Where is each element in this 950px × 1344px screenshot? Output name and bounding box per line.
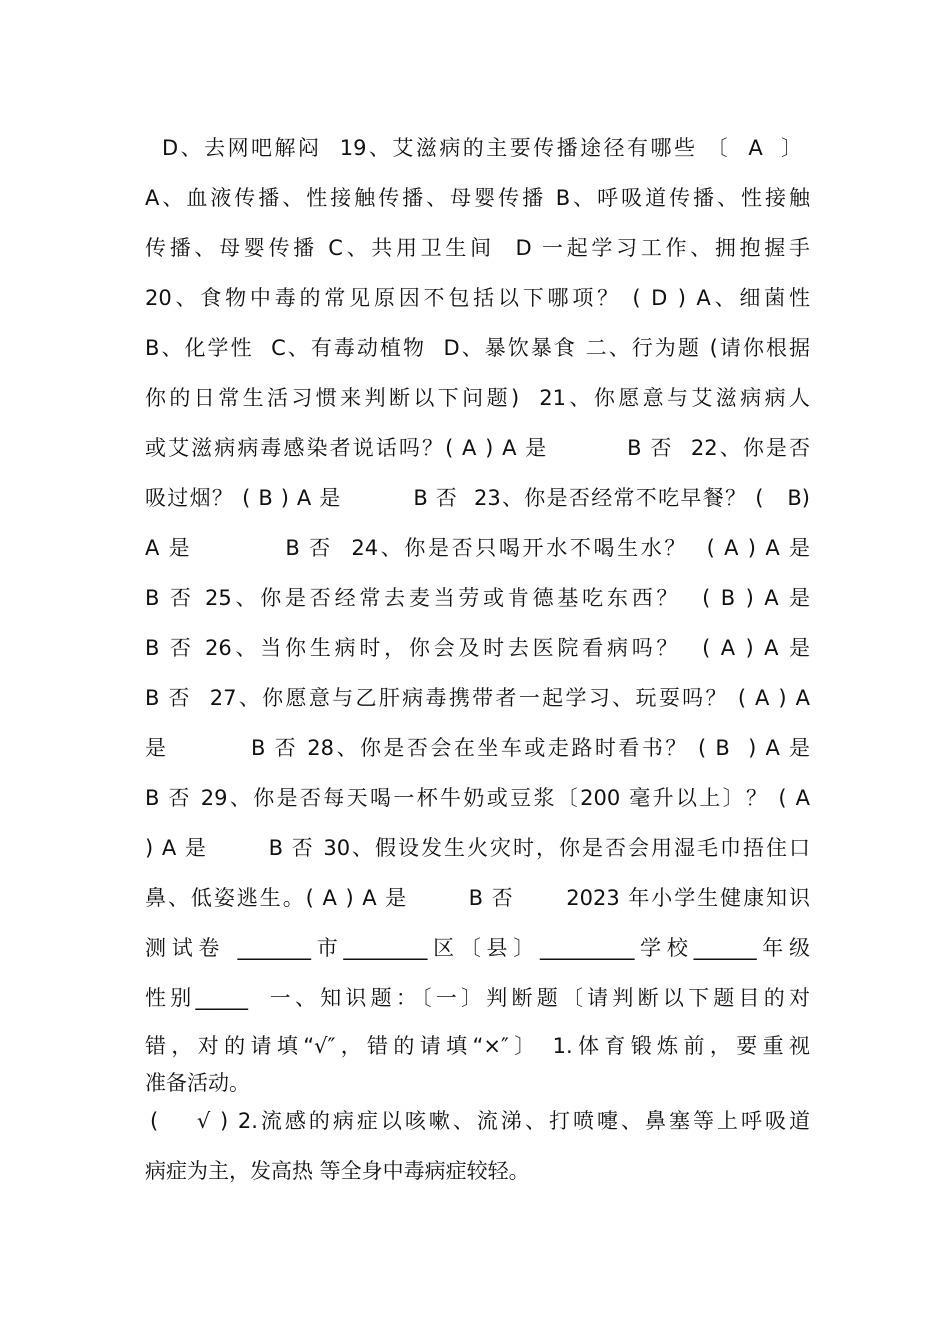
text-line: 吸过烟？ ( B ) A 是 B 否 23、你是否经常不吃早餐？ ( B): [145, 486, 810, 510]
text-line: 准备活动。: [145, 1071, 250, 1095]
text-line: A、血液传播、性接触传播、母婴传播 B、呼吸道传播、性接触: [145, 186, 810, 210]
text-line: D、去网吧解闷 19、艾滋病的主要传播途径有哪些 〔 A 〕: [162, 136, 802, 160]
text-line: 错，对的请填“√″，错的请填“×″〕 1.体育锻炼前，要重视: [145, 1034, 810, 1058]
text-line: ( √ ) 2.流感的病症以咳嗽、流涕、打喷嚏、鼻塞等上呼吸道: [150, 1109, 810, 1133]
text-line: 传播、母婴传播 C、共用卫生间 D 一起学习工作、拥抱握手: [145, 236, 810, 260]
text-line: 测试卷 _______市________区〔县〕_________学校______年级: [145, 936, 810, 960]
text-line: B 否 26、当你生病时，你会及时去医院看病吗？ ( A ) A 是: [145, 636, 810, 660]
text-line: 是 B 否 28、你是否会在坐车或走路时看书？ ( B ) A 是: [145, 736, 810, 760]
text-line: B 否 27、你愿意与乙肝病毒携带者一起学习、玩耍吗？ ( A ) A: [145, 686, 810, 710]
text-line: B 否 29、你是否每天喝一杯牛奶或豆浆〔200 毫升以上〕？ ( A: [145, 786, 810, 810]
text-line: 鼻、低姿逃生。( A ) A 是 B 否 2023 年小学生健康知识: [145, 886, 810, 910]
text-line: ) A 是 B 否 30、假设发生火灾时，你是否会用湿毛巾捂住口: [145, 836, 810, 860]
text-line: A 是 B 否 24、你是否只喝开水不喝生水？ ( A ) A 是: [145, 536, 810, 560]
text-line: 或艾滋病病毒感染者说话吗？( A ) A 是 B 否 22、你是否: [145, 436, 810, 460]
text-line: 性别_____ 一、知识题：〔一〕判断题〔请判断以下题目的对: [145, 986, 810, 1010]
text-line: 20、食物中毒的常见原因不包括以下哪项？ ( D ) A、细菌性: [145, 286, 810, 310]
text-line: 你的日常生活习惯来判断以下问题) 21、你愿意与艾滋病病人: [145, 386, 810, 410]
text-line: B、化学性 C、有毒动植物 D、暴饮暴食 二、行为题 (请你根据: [145, 336, 810, 360]
text-line: B 否 25、你是否经常去麦当劳或肯德基吃东西？ ( B ) A 是: [145, 586, 810, 610]
text-line: 病症为主，发高热 等全身中毒病症较轻。: [145, 1159, 530, 1183]
